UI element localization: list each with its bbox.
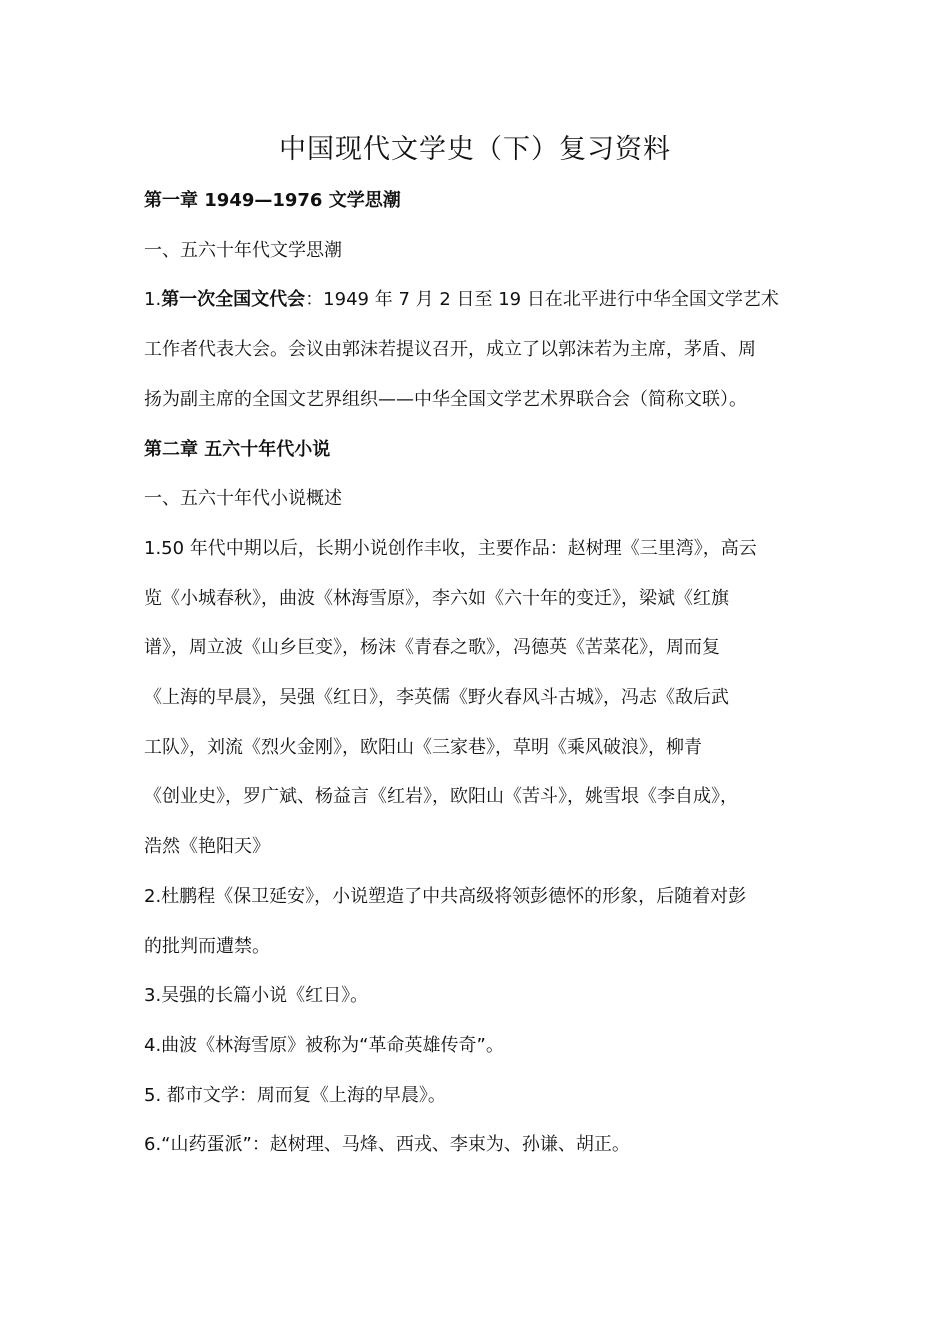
- key-term: 第一次全国文代会: [161, 289, 306, 311]
- document-title: 中国现代文学史（下）复习资料: [279, 134, 671, 165]
- paragraph-line: 浩然《艳阳天》: [144, 836, 270, 858]
- section-heading: 一、五六十年代小说概述: [144, 488, 342, 510]
- document-body: [144, 176, 820, 1170]
- paragraph-line: 6.“山药蛋派”：赵树理、马烽、西戎、李束为、孙谦、胡正。: [144, 1134, 630, 1156]
- paragraph-line: 工作者代表大会。会议由郭沫若提议召开，成立了以郭沫若为主席，茅盾、周: [144, 339, 756, 361]
- paragraph-line: 3.吴强的长篇小说《红日》。: [144, 985, 369, 1007]
- paragraph-line: 览《小城春秋》，曲波《林海雪原》，李六如《六十年的变迁》，梁斌《红旗: [144, 587, 729, 609]
- section-heading: 一、五六十年代文学思潮: [144, 239, 342, 261]
- paragraph-line: 谱》，周立波《山乡巨变》，杨沫《青春之歌》，冯德英《苦菜花》，周而复: [144, 637, 720, 659]
- paragraph-line: 《上海的早晨》，吴强《红日》，李英儒《野火春风斗古城》，冯志《敌后武: [144, 687, 729, 709]
- paragraph-text: ：1949 年 7 月 2 日至 19 日在北平进行中华全国文学艺术: [305, 289, 779, 311]
- chapter-heading-1: 第一章 1949—1976 文学思潮: [144, 190, 401, 211]
- item-number: 1.: [144, 289, 162, 311]
- chapter-heading-2: 第二章 五六十年代小说: [144, 438, 331, 460]
- paragraph-line: 4.曲波《林海雪原》被称为“革命英雄传奇”。: [144, 1034, 504, 1056]
- paragraph-line: 1.50 年代中期以后，长期小说创作丰收，主要作品：赵树理《三里湾》，高云: [144, 537, 757, 559]
- paragraph-line: 《创业史》，罗广斌、杨益言《红岩》，欧阳山《苦斗》，姚雪垠《李自成》，: [144, 786, 738, 808]
- paragraph-line: 2.杜鹏程《保卫延安》，小说塑造了中共高级将领彭德怀的形象，后随着对彭: [144, 885, 747, 907]
- paragraph-line: 的批判而遭禁。: [144, 935, 270, 957]
- paragraph-line: [144, 275, 820, 325]
- paragraph-line: 扬为副主席的全国文艺界组织——中华全国文学艺术界联合会（简称文联）。: [144, 388, 747, 410]
- paragraph-line: 工队》，刘流《烈火金刚》，欧阳山《三家巷》，草明《乘风破浪》，柳青: [144, 736, 702, 758]
- paragraph-line: 5. 都市文学：周而复《上海的早晨》。: [144, 1084, 446, 1106]
